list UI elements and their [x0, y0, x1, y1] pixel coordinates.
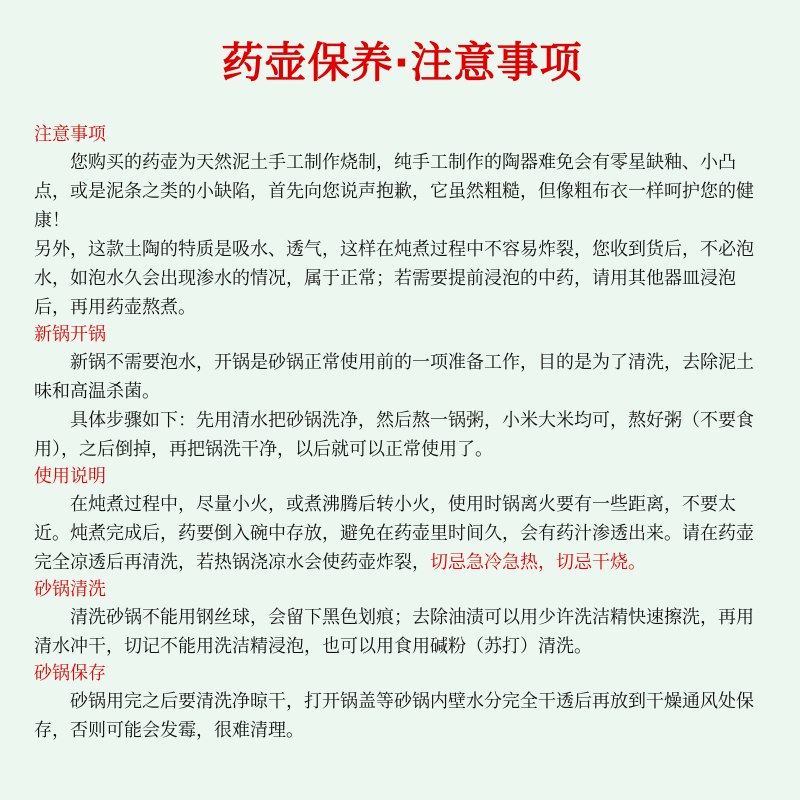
instructions-content [34, 122, 770, 745]
section-usage [34, 464, 770, 577]
notes-paragraph-2: 另外，这款土陶的特质是吸水、透气，这样在炖煮过程中不容易炸裂，您收到货后，不必泡水，如泡水久会出现渗水的情况，属于正常；若需要提前浸泡的中药，请用其他器皿浸泡后，再用药壶熬煮。 [34, 239, 754, 318]
section-cleaning [34, 577, 770, 661]
usage-paragraph [34, 490, 770, 577]
storage-paragraph: 砂锅用完之后要清洗净晾干，打开锅盖等砂锅内壁水分完全干透后再放到干燥通风处保存，否则可能会发霉，很难清理。 [34, 691, 754, 741]
section-new-pot [34, 322, 770, 464]
section-heading-new-pot: 新锅开锅 [34, 324, 106, 345]
notes-paragraph-1: 您购买的药壶为天然泥土手工制作烧制，纯手工制作的陶器难免会有零星缺釉、小凸点，或是泥条之类的小缺陷，首先向您说声抱歉，它虽然粗糙，但像粗布衣一样呵护您的健康！ [34, 152, 754, 231]
section-heading-cleaning: 砂锅清洗 [34, 579, 106, 600]
cleaning-paragraph: 清洗砂锅不能用钢丝球，会留下黑色划痕；去除油渍可以用少许洗洁精快速擦洗，再用清水冲干，切记不能用洗洁精浸泡，也可以用食用碱粉（苏打）清洗。 [34, 607, 754, 657]
section-storage [34, 661, 770, 745]
section-heading-usage: 使用说明 [34, 466, 106, 487]
section-heading-storage: 砂锅保存 [34, 663, 106, 684]
section-heading-notes: 注意事项 [34, 124, 106, 145]
new-pot-paragraph-1: 新锅不需要泡水，开锅是砂锅正常使用前的一项准备工作，目的是为了清洗，去除泥土味和高温杀菌。 [34, 352, 754, 402]
new-pot-paragraph-2: 具体步骤如下：先用清水把砂锅洗净，然后熬一锅粥，小米大米均可，熬好粥（不要食用），之后倒掉，再把锅洗干净，以后就可以正常使用了。 [34, 410, 754, 460]
page-title: 药壶保养·注意事项 [221, 38, 583, 87]
usage-text: 在炖煮过程中，尽量小火，或煮沸腾后转小火，使用时锅离火要有一些距离，不要太近。炖煮完成后，药要倒入碗中存放，避免在药壶里时间久，会有药汁渗透出来。请在药壶完全凉透后再清洗，若热锅浇凉水会使药壶炸裂， [34, 494, 754, 573]
section-notes [34, 122, 770, 322]
usage-warning-highlight: 切忌急冷急热，切忌干烧。 [430, 552, 646, 573]
